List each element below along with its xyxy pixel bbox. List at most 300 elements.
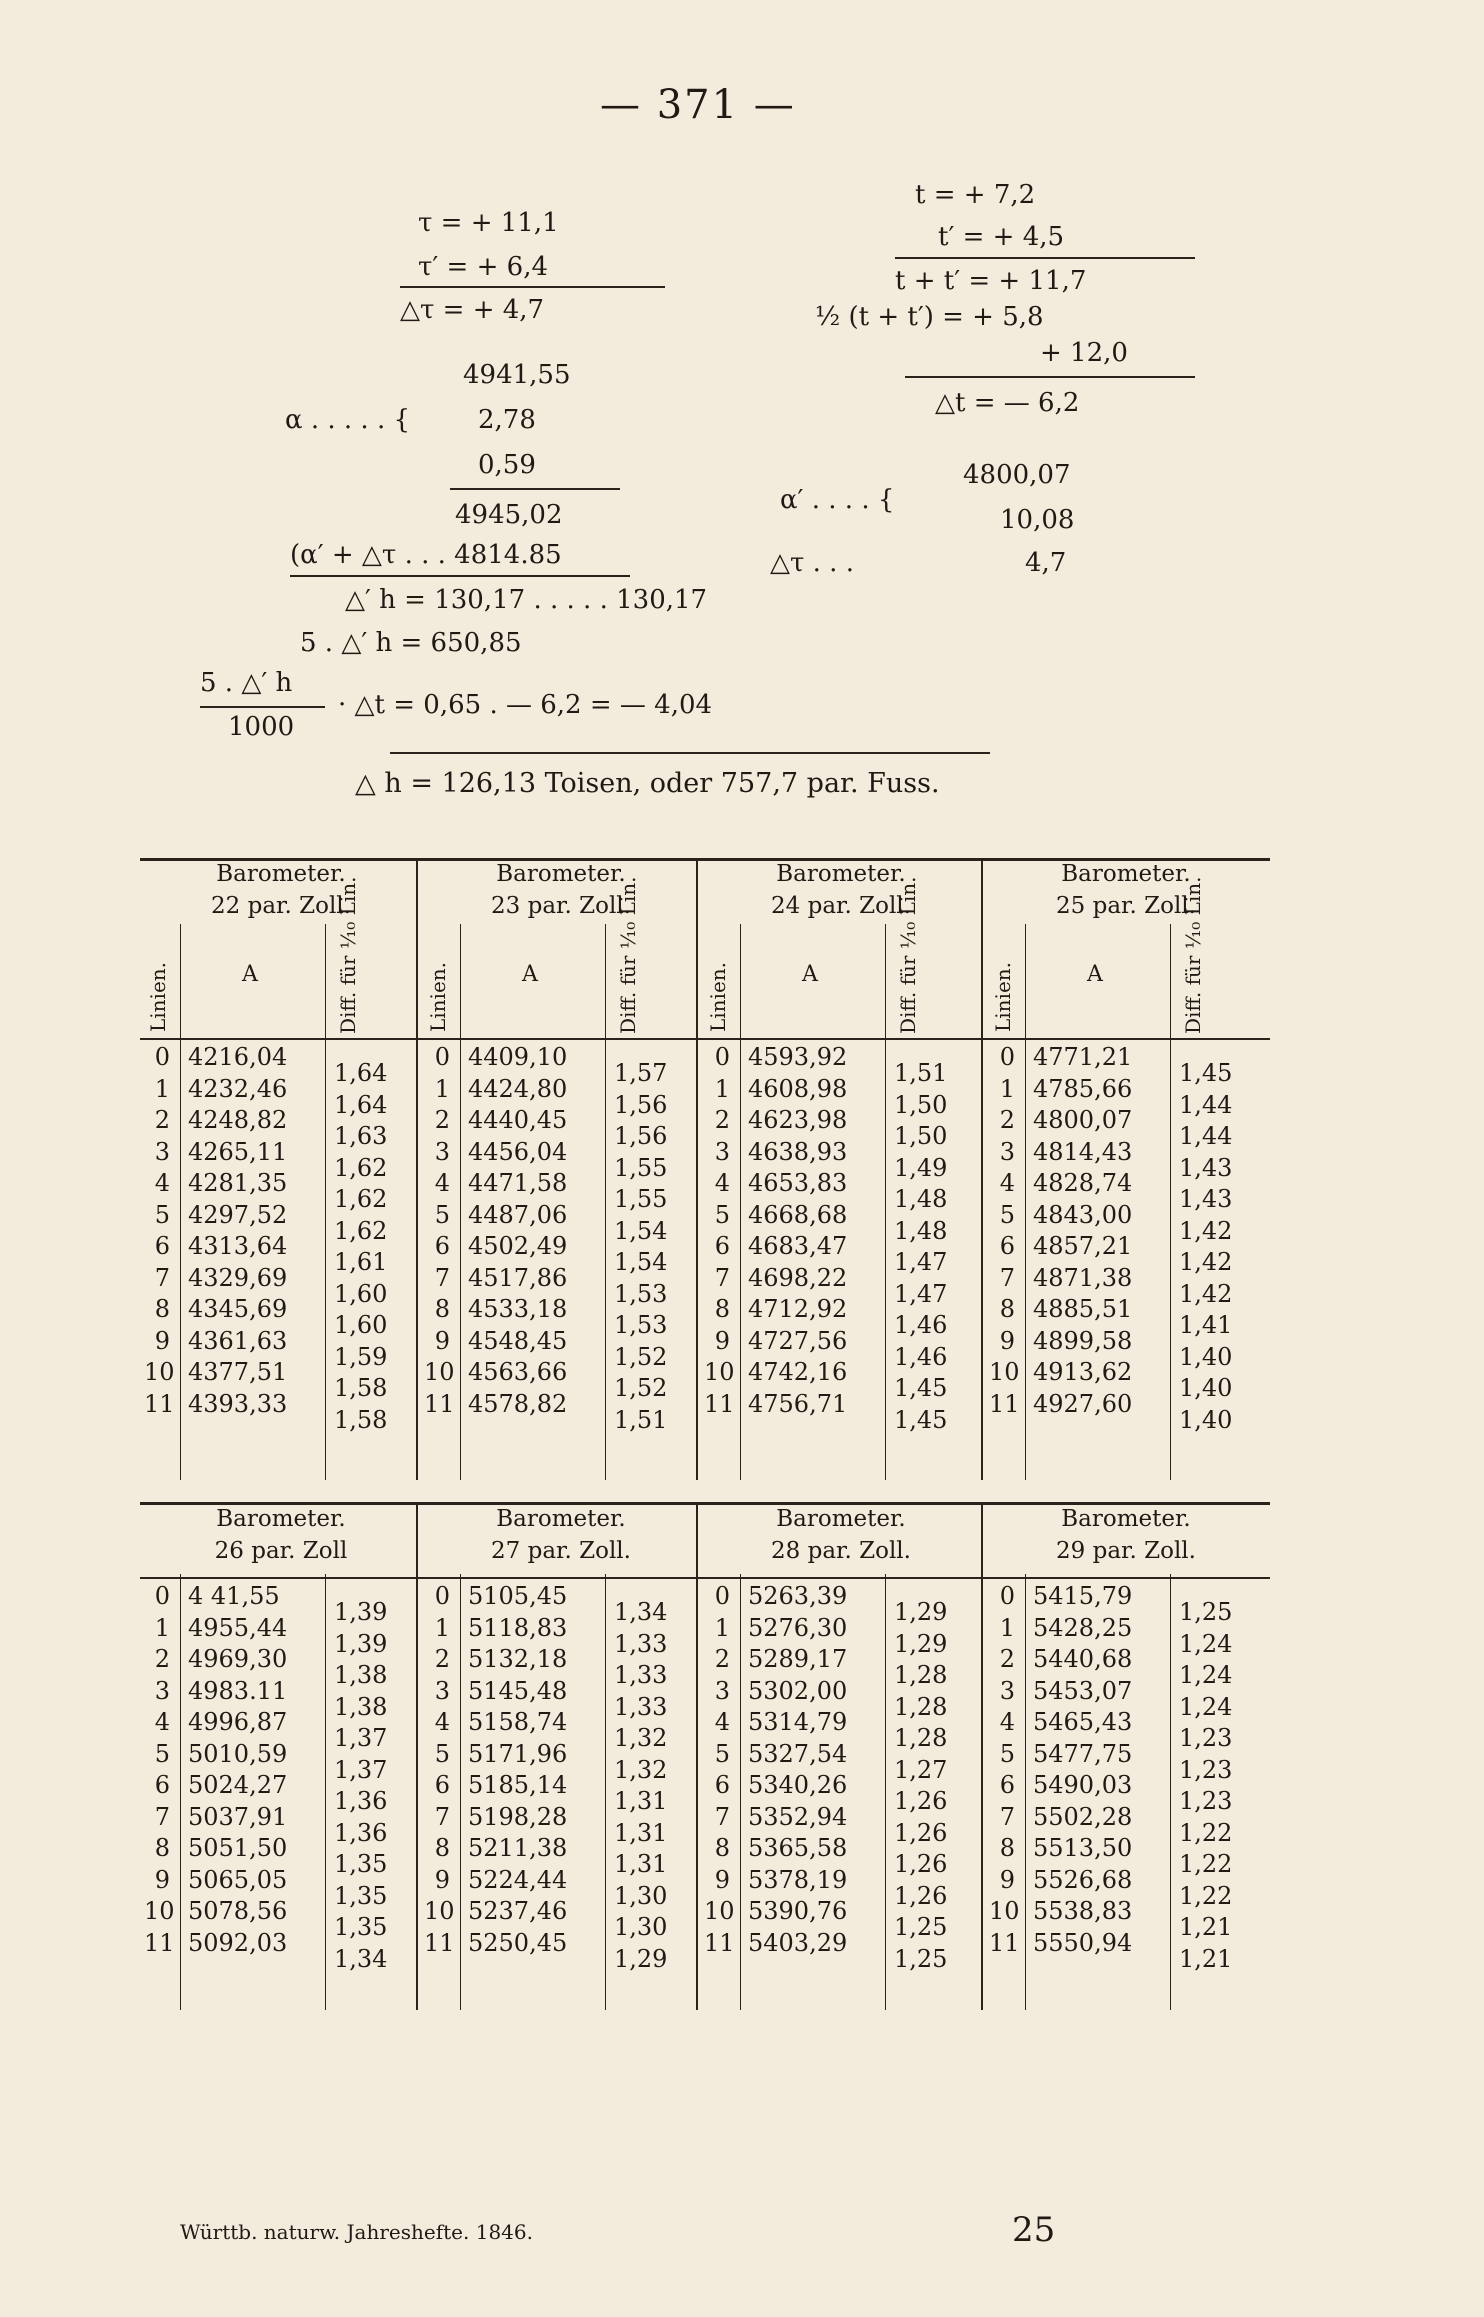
- table-cell-a: 5289,17: [748, 1645, 848, 1673]
- table-row-linie: 8: [434, 1834, 450, 1862]
- calc-line: τ = + 11,1: [418, 208, 559, 238]
- column-header-diff: Diff. für ¹⁄₁₀ Lin.: [616, 876, 640, 1034]
- column-header-diff: Diff. für ¹⁄₁₀ Lin.: [896, 876, 920, 1034]
- table-row-linie: 2: [434, 1645, 450, 1673]
- table-cell-a: 5211,38: [468, 1834, 568, 1862]
- table-cell-diff: 1,52: [614, 1374, 668, 1402]
- table-cell-a: 4232,46: [188, 1074, 288, 1103]
- table-cell-diff: 1,28: [894, 1724, 948, 1752]
- table-row-linie: 0: [714, 1582, 730, 1610]
- table-cell-diff: 1,58: [334, 1405, 388, 1434]
- table-cell-a: 4712,92: [748, 1295, 848, 1323]
- table-cell-a: 4471,58: [468, 1169, 568, 1197]
- table-row-linie: 10: [424, 1358, 455, 1386]
- table-cell-diff: 1,35: [334, 1850, 388, 1878]
- calc-line: △′ h = 130,17 . . . . . 130,17: [345, 585, 708, 615]
- table-cell-diff: 1,40: [1179, 1405, 1233, 1434]
- table-cell-a: 5224,44: [468, 1865, 568, 1894]
- table-row-linie: 4: [154, 1169, 170, 1197]
- table-row-linie: 2: [714, 1645, 730, 1673]
- table-row-linie: 0: [999, 1582, 1015, 1610]
- table-cell-a: 5490,03: [1033, 1771, 1133, 1799]
- table-cell-a: 5250,45: [468, 1928, 568, 1957]
- table-cell-diff: 1,35: [334, 1913, 388, 1941]
- table-row-linie: 8: [154, 1834, 170, 1862]
- table-cell-diff: 1,29: [894, 1629, 948, 1658]
- calc-line: 2,78: [478, 405, 536, 435]
- table-cell-diff: 1,29: [894, 1598, 948, 1626]
- table-cell-diff: 1,53: [614, 1279, 668, 1308]
- table-row-linie: 10: [424, 1897, 455, 1925]
- table-cell-a: 4727,56: [748, 1326, 848, 1355]
- calc-line: α . . . . . {: [285, 405, 411, 435]
- table-cell-diff: 1,30: [614, 1913, 668, 1941]
- table-cell-a: 5327,54: [748, 1739, 848, 1768]
- table-row-linie: 10: [144, 1897, 175, 1925]
- table-cell-diff: 1,53: [614, 1311, 668, 1339]
- signature-number: 25: [1012, 2210, 1056, 2250]
- table-cell-diff: 1,37: [334, 1755, 388, 1784]
- table-cell-diff: 1,34: [614, 1598, 668, 1626]
- table-title: Barometer.: [496, 1506, 626, 1532]
- table-cell-a: 4533,18: [468, 1295, 568, 1323]
- calc-line: t′ = + 4,5: [938, 222, 1065, 252]
- table-row-linie: 8: [999, 1295, 1015, 1323]
- table-cell-diff: 1,36: [334, 1787, 388, 1815]
- table-row-linie: 6: [714, 1771, 730, 1799]
- table-cell-diff: 1,43: [1179, 1153, 1233, 1182]
- table-cell-a: 4885,51: [1033, 1295, 1133, 1323]
- table-cell-a: 4983.11: [188, 1676, 288, 1705]
- table-subtitle: 25 par. Zoll.: [1056, 893, 1196, 919]
- table-row-linie: 1: [999, 1074, 1015, 1103]
- table-row-linie: 6: [714, 1232, 730, 1260]
- column-divider: [1170, 1574, 1171, 2010]
- block-divider: [981, 1502, 983, 2010]
- column-divider: [740, 1574, 741, 2010]
- table-cell-diff: 1,51: [894, 1059, 948, 1087]
- fraction-denominator: 1000: [228, 712, 295, 742]
- table-row-linie: 7: [999, 1802, 1015, 1831]
- table-cell-diff: 1,25: [894, 1913, 948, 1941]
- table-cell-a: 4623,98: [748, 1106, 848, 1134]
- table-row-linie: 0: [154, 1582, 170, 1610]
- table-cell-diff: 1,22: [1179, 1818, 1233, 1847]
- column-header-linien: Linien.: [706, 961, 730, 1032]
- table-cell-diff: 1,26: [894, 1787, 948, 1815]
- calc-rule: [290, 575, 630, 577]
- table-cell-a: 4913,62: [1033, 1358, 1133, 1386]
- table-row-linie: 7: [434, 1263, 450, 1292]
- table-cell-a: 5440,68: [1033, 1645, 1133, 1673]
- table-cell-a: 5513,50: [1033, 1834, 1133, 1862]
- block-divider: [416, 858, 418, 1480]
- table-cell-diff: 1,26: [894, 1850, 948, 1878]
- table-cell-a: 5502,28: [1033, 1802, 1133, 1831]
- table-row-linie: 5: [434, 1200, 450, 1229]
- table-row-linie: 8: [714, 1834, 730, 1862]
- table-cell-a: 5185,14: [468, 1771, 568, 1799]
- table-row-linie: 0: [999, 1043, 1015, 1071]
- table-cell-diff: 1,39: [334, 1629, 388, 1658]
- table-row-linie: 6: [999, 1771, 1015, 1799]
- table-row-linie: 9: [154, 1865, 170, 1894]
- table-cell-diff: 1,33: [614, 1661, 668, 1689]
- table-cell-diff: 1,40: [1179, 1342, 1233, 1371]
- table-row-linie: 7: [154, 1802, 170, 1831]
- table-cell-diff: 1,31: [614, 1818, 668, 1847]
- table-cell-a: 4517,86: [468, 1263, 568, 1292]
- table-cell-a: 4593,92: [748, 1043, 848, 1071]
- column-header-a: A: [802, 962, 818, 987]
- calc-rule: [450, 488, 620, 490]
- table-row-linie: 11: [989, 1928, 1020, 1957]
- column-header-diff: Diff. für ¹⁄₁₀ Lin.: [336, 876, 360, 1034]
- column-header-linien: Linien.: [426, 961, 450, 1032]
- table-cell-a: 4361,63: [188, 1326, 288, 1355]
- calc-line: △t = — 6,2: [935, 388, 1080, 418]
- table-cell-diff: 1,26: [894, 1881, 948, 1910]
- table-row-linie: 2: [999, 1106, 1015, 1134]
- table-row-linie: 11: [704, 1389, 735, 1418]
- table-row-linie: 2: [714, 1106, 730, 1134]
- table-row-linie: 3: [999, 1137, 1015, 1166]
- table-cell-diff: 1,24: [1179, 1692, 1233, 1721]
- table-cell-a: 4955,44: [188, 1613, 288, 1642]
- table-cell-a: 4548,45: [468, 1326, 568, 1355]
- table-cell-a: 4409,10: [468, 1043, 568, 1071]
- table-cell-a: 5526,68: [1033, 1865, 1133, 1894]
- table-cell-diff: 1,62: [334, 1216, 388, 1245]
- table-cell-a: 5453,07: [1033, 1676, 1133, 1705]
- table-cell-diff: 1,25: [894, 1944, 948, 1973]
- calc-line: 4945,02: [455, 500, 563, 530]
- table-row-linie: 4: [434, 1708, 450, 1736]
- table-cell-diff: 1,33: [614, 1692, 668, 1721]
- table-cell-a: 4265,11: [188, 1137, 288, 1166]
- table-row-linie: 4: [434, 1169, 450, 1197]
- table-row-linie: 1: [154, 1074, 170, 1103]
- table-row-linie: 9: [434, 1326, 450, 1355]
- table-row-linie: 0: [714, 1043, 730, 1071]
- table-cell-diff: 1,45: [894, 1374, 948, 1402]
- table-cell-a: 5132,18: [468, 1645, 568, 1673]
- table-title: Barometer.: [776, 861, 906, 887]
- table-cell-diff: 1,24: [1179, 1629, 1233, 1658]
- table-cell-a: 4857,21: [1033, 1232, 1133, 1260]
- table-cell-a: 5171,96: [468, 1739, 568, 1768]
- column-divider: [740, 924, 741, 1480]
- calc-line: α′ . . . . {: [780, 485, 895, 515]
- table-row-linie: 4: [999, 1708, 1015, 1736]
- table-row-linie: 1: [154, 1613, 170, 1642]
- table-cell-a: 4297,52: [188, 1200, 288, 1229]
- column-divider: [605, 924, 606, 1480]
- calc-line: 4,7: [1025, 548, 1067, 578]
- table-cell-a: 5010,59: [188, 1739, 288, 1768]
- table-cell-diff: 1,34: [334, 1944, 388, 1973]
- table-cell-a: 4996,87: [188, 1708, 288, 1736]
- table-cell-diff: 1,23: [1179, 1787, 1233, 1815]
- table-row-linie: 11: [424, 1928, 455, 1957]
- table-cell-diff: 1,23: [1179, 1724, 1233, 1752]
- table-cell-a: 4771,21: [1033, 1043, 1133, 1071]
- table-cell-diff: 1,32: [614, 1755, 668, 1784]
- table-cell-a: 4927,60: [1033, 1389, 1133, 1418]
- table-cell-a: 5428,25: [1033, 1613, 1133, 1642]
- table-cell-a: 4502,49: [468, 1232, 568, 1260]
- table-cell-a: 5198,28: [468, 1802, 568, 1831]
- table-cell-diff: 1,55: [614, 1185, 668, 1213]
- column-divider: [460, 924, 461, 1480]
- table-row-linie: 9: [999, 1865, 1015, 1894]
- table-cell-diff: 1,54: [614, 1248, 668, 1276]
- table-row-linie: 3: [434, 1676, 450, 1705]
- table-row-linie: 10: [144, 1358, 175, 1386]
- table-cell-diff: 1,40: [1179, 1374, 1233, 1402]
- table-title: Barometer.: [216, 861, 346, 887]
- table-cell-diff: 1,32: [614, 1724, 668, 1752]
- table-cell-a: 5237,46: [468, 1897, 568, 1925]
- table-cell-diff: 1,62: [334, 1185, 388, 1213]
- table-row-linie: 4: [999, 1169, 1015, 1197]
- table-cell-a: 4742,16: [748, 1358, 848, 1386]
- table-cell-a: 4969,30: [188, 1645, 288, 1673]
- table-row-linie: 8: [999, 1834, 1015, 1862]
- table-row-linie: 9: [714, 1326, 730, 1355]
- column-header-linien: Linien.: [146, 961, 170, 1032]
- table-cell-a: 4487,06: [468, 1200, 568, 1229]
- table-cell-diff: 1,50: [894, 1090, 948, 1119]
- table-subtitle: 26 par. Zoll: [214, 1538, 348, 1564]
- page-number: — 371 —: [600, 82, 796, 128]
- table-cell-a: 5051,50: [188, 1834, 288, 1862]
- table-title: Barometer.: [1061, 861, 1191, 887]
- column-divider: [460, 1574, 461, 2010]
- table-row-linie: 6: [154, 1232, 170, 1260]
- table-cell-diff: 1,39: [334, 1598, 388, 1626]
- column-divider: [605, 1574, 606, 2010]
- table-cell-a: 4756,71: [748, 1389, 848, 1418]
- table-row-linie: 10: [704, 1358, 735, 1386]
- table-cell-a: 5538,83: [1033, 1897, 1133, 1925]
- table-cell-a: 4899,58: [1033, 1326, 1133, 1355]
- fraction-bar: [200, 706, 325, 708]
- table-row-linie: 1: [999, 1613, 1015, 1642]
- fraction-rest: · △t = 0,65 . — 6,2 = — 4,04: [338, 690, 713, 720]
- table-cell-diff: 1,54: [614, 1216, 668, 1245]
- table-row-linie: 9: [154, 1326, 170, 1355]
- table-cell-a: 5302,00: [748, 1676, 848, 1705]
- table-cell-diff: 1,42: [1179, 1248, 1233, 1276]
- table-cell-a: 5145,48: [468, 1676, 568, 1705]
- column-divider: [1025, 1574, 1026, 2010]
- table-cell-a: 5365,58: [748, 1834, 848, 1862]
- table-cell-a: 4608,98: [748, 1074, 848, 1103]
- table-cell-a: 5276,30: [748, 1613, 848, 1642]
- table-row-linie: 1: [434, 1613, 450, 1642]
- calc-rule: [895, 257, 1195, 259]
- table-row-linie: 7: [999, 1263, 1015, 1292]
- table-cell-diff: 1,46: [894, 1342, 948, 1371]
- table-cell-a: 5550,94: [1033, 1928, 1133, 1957]
- table-cell-a: 5037,91: [188, 1802, 288, 1831]
- table-row-linie: 5: [714, 1200, 730, 1229]
- table-row-linie: 0: [434, 1582, 450, 1610]
- table-row-linie: 5: [154, 1200, 170, 1229]
- table-cell-a: 4871,38: [1033, 1263, 1133, 1292]
- table-cell-diff: 1,60: [334, 1311, 388, 1339]
- result-rule: [390, 752, 990, 754]
- table-cell-a: 4843,00: [1033, 1200, 1133, 1229]
- table-cell-a: 4698,22: [748, 1263, 848, 1292]
- table-subtitle: 23 par. Zoll.: [491, 893, 631, 919]
- footer-journal: Württb. naturw. Jahreshefte. 1846.: [180, 2220, 533, 2244]
- block-divider: [696, 1502, 698, 2010]
- table-cell-diff: 1,52: [614, 1342, 668, 1371]
- table-cell-a: 5415,79: [1033, 1582, 1133, 1610]
- table-cell-a: 4329,69: [188, 1263, 288, 1292]
- table-cell-diff: 1,24: [1179, 1661, 1233, 1689]
- table-subtitle: 22 par. Zoll.: [211, 893, 351, 919]
- table-subtitle: 24 par. Zoll.: [771, 893, 911, 919]
- table-row-linie: 2: [154, 1106, 170, 1134]
- calc-line: △τ . . .: [770, 548, 854, 578]
- table-cell-diff: 1,21: [1179, 1913, 1233, 1941]
- column-divider: [325, 1574, 326, 2010]
- table-cell-a: 5352,94: [748, 1802, 848, 1831]
- column-header-linien: Linien.: [991, 961, 1015, 1032]
- table-row-linie: 2: [999, 1645, 1015, 1673]
- table-cell-diff: 1,64: [334, 1090, 388, 1119]
- table-row-linie: 10: [989, 1358, 1020, 1386]
- table-cell-a: 5092,03: [188, 1928, 288, 1957]
- block-divider: [416, 1502, 418, 2010]
- table-cell-diff: 1,48: [894, 1185, 948, 1213]
- table-cell-a: 4248,82: [188, 1106, 288, 1134]
- table-row-linie: 3: [434, 1137, 450, 1166]
- table-cell-a: 5390,76: [748, 1897, 848, 1925]
- table-cell-diff: 1,56: [614, 1090, 668, 1119]
- table-cell-diff: 1,35: [334, 1881, 388, 1910]
- table-cell-diff: 1,44: [1179, 1122, 1233, 1150]
- table-cell-diff: 1,41: [1179, 1311, 1233, 1339]
- table-row-linie: 7: [714, 1802, 730, 1831]
- table-cell-a: 4377,51: [188, 1358, 288, 1386]
- calc-line: 4800,07: [963, 460, 1071, 490]
- table-cell-a: 5314,79: [748, 1708, 848, 1736]
- table-cell-diff: 1,30: [614, 1881, 668, 1910]
- table-row-linie: 1: [714, 1613, 730, 1642]
- table-cell-a: 4683,47: [748, 1232, 848, 1260]
- table-row-linie: 5: [434, 1739, 450, 1768]
- table-row-linie: 3: [714, 1676, 730, 1705]
- table-cell-a: 4578,82: [468, 1389, 568, 1418]
- table-cell-diff: 1,42: [1179, 1216, 1233, 1245]
- table-cell-a: 5403,29: [748, 1928, 848, 1957]
- table-cell-a: 4653,83: [748, 1169, 848, 1197]
- table-row-linie: 11: [424, 1389, 455, 1418]
- block-divider: [981, 858, 983, 1480]
- table-cell-a: 5158,74: [468, 1708, 568, 1736]
- table-row-linie: 5: [154, 1739, 170, 1768]
- table-cell-diff: 1,22: [1179, 1850, 1233, 1878]
- table-cell-diff: 1,61: [334, 1248, 388, 1276]
- column-divider: [180, 1574, 181, 2010]
- table-row-linie: 3: [154, 1676, 170, 1705]
- calc-line: △τ = + 4,7: [400, 295, 545, 325]
- table-row-linie: 7: [714, 1263, 730, 1292]
- result-line: △ h = 126,13 Toisen, oder 757,7 par. Fuss.: [355, 768, 940, 799]
- table-row-linie: 2: [154, 1645, 170, 1673]
- table-cell-a: 5065,05: [188, 1865, 288, 1894]
- table-row-linie: 7: [154, 1263, 170, 1292]
- column-header-a: A: [242, 962, 258, 987]
- table-row-linie: 3: [999, 1676, 1015, 1705]
- table-cell-diff: 1,42: [1179, 1279, 1233, 1308]
- column-divider: [885, 924, 886, 1480]
- table-cell-a: 5024,27: [188, 1771, 288, 1799]
- table-cell-a: 5378,19: [748, 1865, 848, 1894]
- table-cell-a: 4668,68: [748, 1200, 848, 1229]
- fraction-numerator: 5 . △′ h: [200, 668, 293, 698]
- table-row-linie: 9: [434, 1865, 450, 1894]
- table-cell-a: 4345,69: [188, 1295, 288, 1323]
- table-cell-a: 5465,43: [1033, 1708, 1133, 1736]
- table-title: Barometer.: [776, 1506, 906, 1532]
- table-row-linie: 0: [434, 1043, 450, 1071]
- calc-line: 5 . △′ h = 650,85: [300, 628, 522, 658]
- table-cell-a: 5263,39: [748, 1582, 848, 1610]
- table-cell-diff: 1,55: [614, 1153, 668, 1182]
- table-cell-a: 4638,93: [748, 1137, 848, 1166]
- table-cell-a: 5105,45: [468, 1582, 568, 1610]
- column-header-diff: Diff. für ¹⁄₁₀ Lin.: [1181, 876, 1205, 1034]
- table-cell-diff: 1,44: [1179, 1090, 1233, 1119]
- table-row-linie: 1: [434, 1074, 450, 1103]
- table-subtitle: 28 par. Zoll.: [771, 1538, 911, 1564]
- table-row-linie: 4: [714, 1708, 730, 1736]
- table-row-linie: 2: [434, 1106, 450, 1134]
- table-cell-diff: 1,45: [1179, 1059, 1233, 1087]
- table-row-linie: 11: [144, 1389, 175, 1418]
- column-divider: [180, 924, 181, 1480]
- table-row-linie: 9: [714, 1865, 730, 1894]
- calc-line: 10,08: [1000, 505, 1075, 535]
- calc-line: τ′ = + 6,4: [418, 252, 548, 282]
- table-head-rule: [140, 1038, 1270, 1040]
- calc-line: t = + 7,2: [915, 180, 1036, 210]
- table-title: Barometer.: [216, 1506, 346, 1532]
- table-cell-a: 5118,83: [468, 1613, 568, 1642]
- calc-line: + 12,0: [1040, 338, 1128, 368]
- table-cell-diff: 1,49: [894, 1153, 948, 1182]
- table-cell-diff: 1,31: [614, 1850, 668, 1878]
- column-divider: [885, 1574, 886, 2010]
- table-cell-a: 4563,66: [468, 1358, 568, 1386]
- table-row-linie: 5: [714, 1739, 730, 1768]
- table-cell-diff: 1,46: [894, 1311, 948, 1339]
- table-row-linie: 6: [999, 1232, 1015, 1260]
- table-cell-diff: 1,23: [1179, 1755, 1233, 1784]
- calc-line: ½ (t + t′) = + 5,8: [815, 302, 1044, 332]
- table-row-linie: 7: [434, 1802, 450, 1831]
- calc-line: (α′ + △τ . . . 4814.85: [290, 540, 562, 570]
- table-title: Barometer.: [496, 861, 626, 887]
- column-divider: [1170, 924, 1171, 1480]
- calc-line: 0,59: [478, 450, 536, 480]
- table-row-linie: 8: [434, 1295, 450, 1323]
